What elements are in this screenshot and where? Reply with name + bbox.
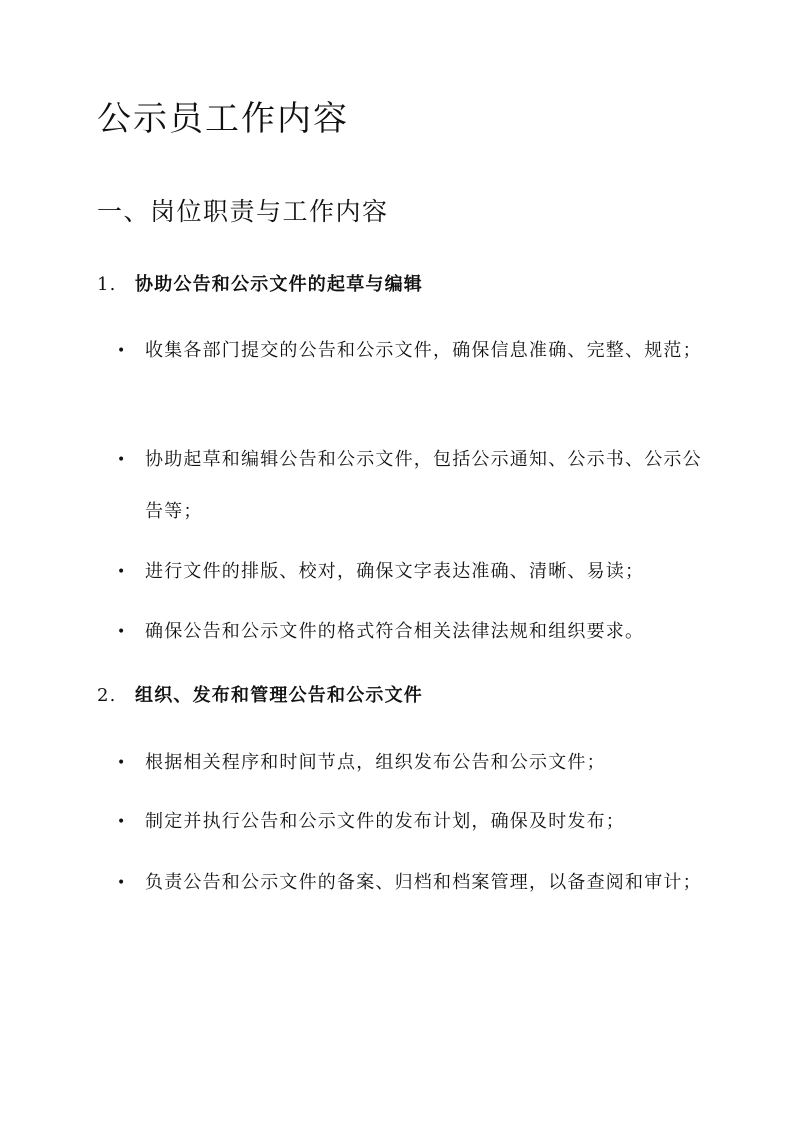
subsection-1-number: 1. <box>97 274 117 295</box>
list-item <box>117 434 707 538</box>
list-item-text: 制定并执行公告和公示文件的发布计划，确保及时发布； <box>145 811 625 832</box>
document-title: 公示员工作内容 <box>97 99 349 139</box>
bullet-icon: • <box>117 814 127 830</box>
list-item <box>117 857 707 909</box>
list-item-text: 收集各部门提交的公告和公示文件，确保信息准确、完整、规范； <box>145 340 702 361</box>
list-item <box>117 606 707 658</box>
list-item-text: 负责公告和公示文件的备案、归档和档案管理，以备查阅和审计； <box>145 872 702 893</box>
subsection-2-number: 2. <box>97 685 117 706</box>
list-item <box>117 796 707 848</box>
bullet-icon: • <box>117 875 127 891</box>
list-item-text: 根据相关程序和时间节点，组织发布公告和公示文件； <box>145 752 606 773</box>
subsection-2-heading <box>97 683 423 709</box>
subsection-1-heading <box>97 272 423 298</box>
bullet-icon: • <box>117 452 127 468</box>
subsection-1-title: 协助公告和公示文件的起草与编辑 <box>135 274 423 295</box>
list-item <box>117 546 707 598</box>
bullet-icon: • <box>117 564 127 580</box>
bullet-icon: • <box>117 755 127 771</box>
list-item-text: 确保公告和公示文件的格式符合相关法律法规和组织要求。 <box>145 621 645 642</box>
list-item-text: 进行文件的排版、校对，确保文字表达准确、清晰、易读； <box>145 561 645 582</box>
bullet-icon: • <box>117 624 127 640</box>
subsection-2-title: 组织、发布和管理公告和公示文件 <box>135 685 423 706</box>
list-item <box>117 737 707 789</box>
list-item-text: 协助起草和编辑公告和公示文件，包括公示通知、公示书、公示公告等； <box>145 449 702 522</box>
list-item <box>117 325 707 377</box>
section-title: 一、岗位职责与工作内容 <box>97 197 389 226</box>
bullet-icon: • <box>117 343 127 359</box>
